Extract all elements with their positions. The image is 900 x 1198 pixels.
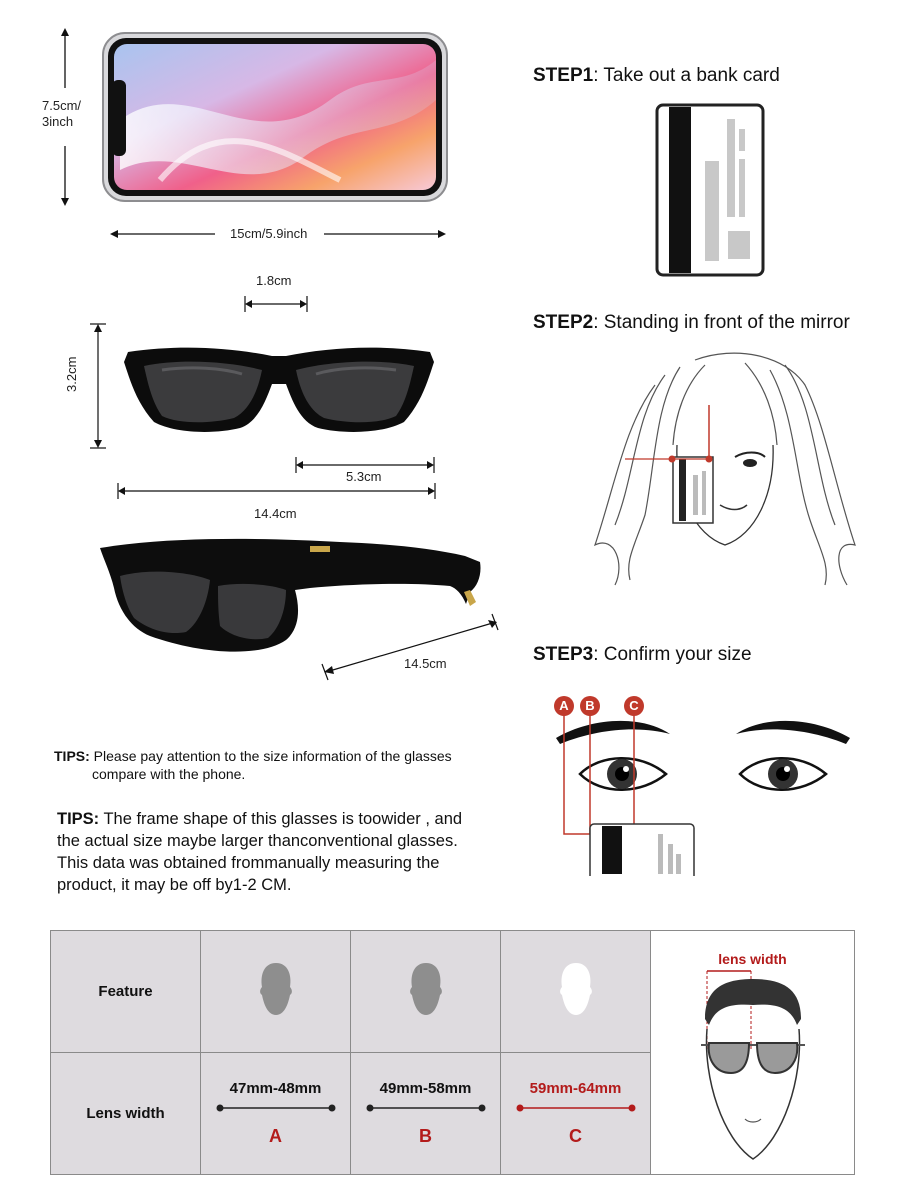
- lens-width-diagram-label: lens width: [718, 951, 787, 967]
- mirror-face-illustration: [585, 345, 865, 590]
- phone-height-label: 7.5cm/ 3inch: [42, 98, 82, 129]
- range-cell-a: [201, 1053, 351, 1175]
- range-cell-c: [501, 1053, 651, 1175]
- size-letter-b: B: [419, 1126, 432, 1146]
- frame-height-label: 3.2cm: [64, 356, 79, 392]
- frame-height-arrow: [88, 323, 108, 449]
- lens-width-label-cell: [51, 1053, 201, 1175]
- marker-c: C: [624, 696, 644, 716]
- feature-row: [51, 931, 855, 1053]
- tips-frame-note: TIPS: The frame shape of this glasses is toowider , and the actual size maybe larger thanconventional glasses. This data was obtained frommanually measuring the product, it may be off by1-2 CM.: [57, 810, 463, 894]
- eyes-measure-illustration: [550, 694, 860, 876]
- phone-image: [100, 30, 450, 205]
- face-glasses-diagram: [693, 969, 813, 1169]
- step3-title: STEP3: Confirm your size: [533, 644, 752, 665]
- frame-width-arrow: [117, 481, 436, 501]
- phone-width-label: 15cm/5.9inch: [230, 226, 308, 241]
- marker-a: A: [554, 696, 574, 716]
- lens-width-label: 5.3cm: [346, 469, 382, 484]
- lens-width-diagram-cell: [651, 931, 855, 1175]
- feature-label-cell: [51, 931, 201, 1053]
- size-letter-c: C: [569, 1126, 582, 1146]
- bank-card-illustration: [655, 103, 765, 277]
- frame-width-label: 14.4cm: [254, 506, 297, 521]
- range-bar: [216, 1101, 336, 1115]
- range-bar: [366, 1101, 486, 1115]
- head-silhouette-icon: [556, 961, 596, 1017]
- range-c: 59mm-64mm: [529, 1080, 622, 1097]
- bridge-width-label: 1.8cm: [256, 273, 292, 288]
- glasses-front-image: [122, 340, 436, 436]
- face-cell-c: [501, 931, 651, 1053]
- size-table: [50, 930, 855, 1175]
- range-bar: [516, 1101, 636, 1115]
- head-silhouette-icon: [256, 961, 296, 1017]
- tips-phone-note: TIPS: Please pay attention to the size information of the glasses compare with the phone.: [54, 748, 452, 782]
- temple-length-label: 14.5cm: [404, 656, 447, 671]
- step2-title: STEP2: Standing in front of the mirror: [533, 312, 850, 333]
- face-cell-a: [201, 931, 351, 1053]
- bridge-width-arrow: [244, 294, 308, 314]
- marker-b: B: [580, 696, 600, 716]
- step1-title: STEP1: Take out a bank card: [533, 65, 780, 86]
- range-a: 47mm-48mm: [229, 1080, 322, 1097]
- lens-width-label: Lens width: [86, 1104, 165, 1122]
- range-cell-b: [351, 1053, 501, 1175]
- size-letter-a: A: [269, 1126, 282, 1146]
- head-silhouette-icon: [406, 961, 446, 1017]
- temple-length-arrow: [320, 612, 500, 682]
- range-b: 49mm-58mm: [379, 1080, 472, 1097]
- feature-label: Feature: [98, 982, 153, 1000]
- face-cell-b: [351, 931, 501, 1053]
